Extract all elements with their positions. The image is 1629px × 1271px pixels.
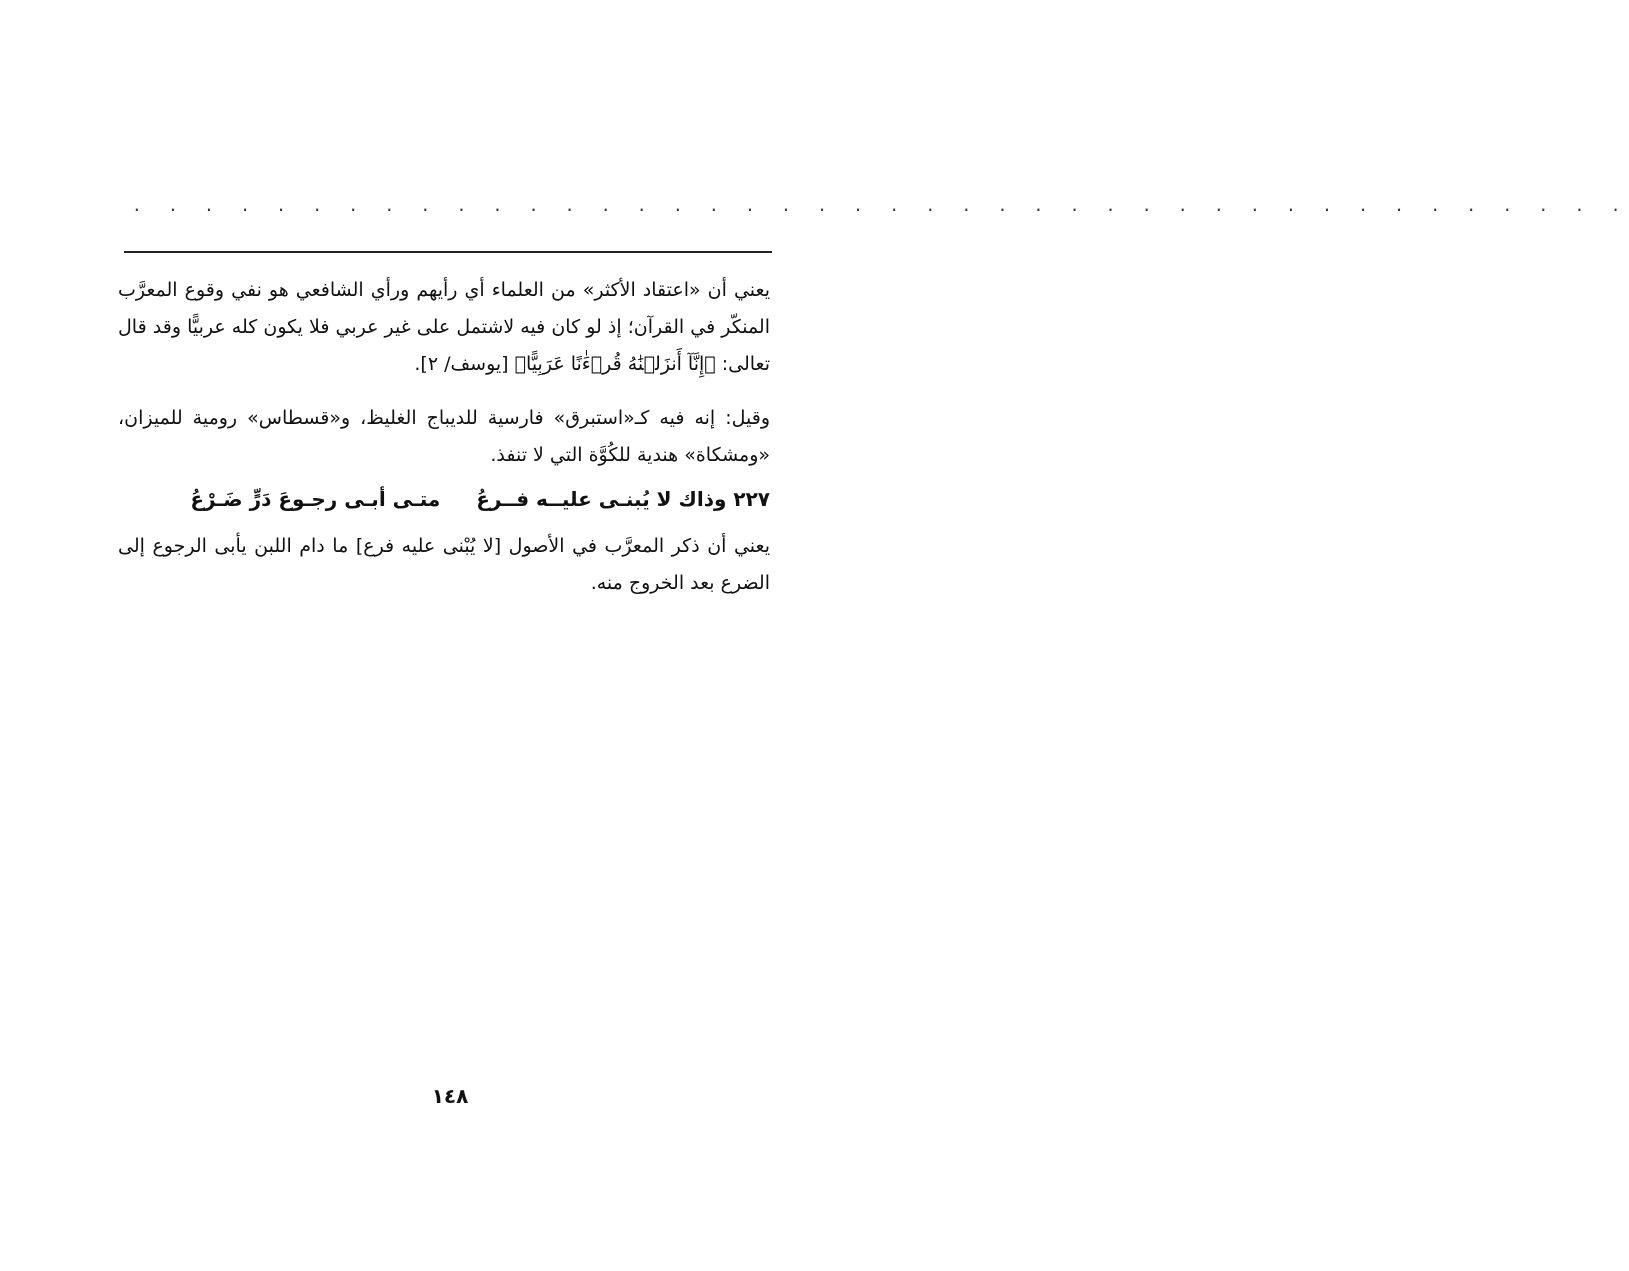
verse-number: ٢٢٧ <box>733 487 770 511</box>
commentary-paragraph-1: يعني أن «اعتقاد الأكثر» من العلماء أي رأيهم ورأي الشافعي هو نفي وقوع المعرَّب المنكّر في القرآن؛ إذ لو كان فيه لاشتمل على غير عربي فلا يكون كله عربيًّا وقد قال تعالى: ﴿إِنَّآ أَنزَلۡنَٰهُ قُرۡءَٰنًا عَرَبِيًّا﴾ [يوسف/ ٢]. <box>118 279 770 375</box>
page-number: ١٤٨ <box>431 1084 469 1108</box>
verse-first-hemistich: وذاك لا يُبنـى عليــه فــرعُ <box>476 487 727 511</box>
verse-line <box>118 479 770 519</box>
verse-second-hemistich: متـى أبـى رجـوعَ دَرٍّ ضَـرْعُ <box>190 487 441 511</box>
commentary-paragraph-3: يعني أن ذكر المعرَّب في الأصول [لا يُبْنى عليه فرع] ما دام اللبن يأبى الرجوع إلى الضرع بعد الخروج منه. <box>118 535 770 594</box>
commentary-paragraph-2: وقيل: إنه فيه كـ«استبرق» فارسية للديباج الغليظ، و«قسطاس» رومية للميزان، «ومشكاة» هندية للكُوَّة التي لا تنفذ. <box>118 407 770 466</box>
dotted-separator: . . . . . . . . . . . . . . . . . . . . . . . . . . . . . . . . . . . . . . . . . . <box>132 196 1629 215</box>
horizontal-rule <box>124 251 772 253</box>
